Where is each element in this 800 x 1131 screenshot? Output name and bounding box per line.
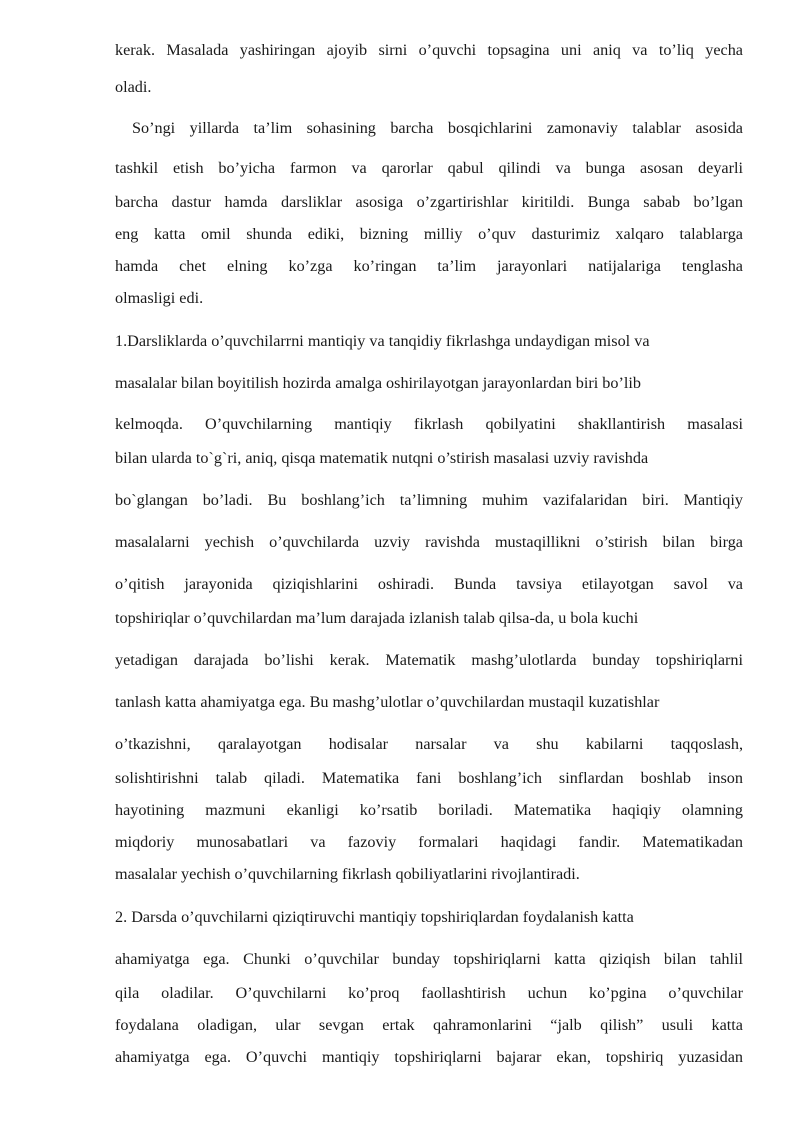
text-line: masalalarni yechish o’quvchilarda uzviy ravishda mustaqillikni o’stirish bilan birga [115,533,743,551]
text-line: ahamiyatga ega. O’quvchi mantiqiy topshiriqlarni bajarar ekan, topshiriq yuzasidan [115,1048,743,1066]
text-line: masalalar bilan boyitilish hozirda amalga oshirilayotgan jarayonlardan biri bo’lib [115,374,641,392]
text-line: bilan ularda to`g`ri, aniq, qisqa matematik nutqni o’stirish masalasi uzviy ravishda [115,449,649,467]
text-line: oladi. [115,78,152,96]
text-line: masalalar yechish o’quvchilarning fikrlash qobiliyatlarini rivojlantiradi. [115,865,580,883]
text-line: yetadigan darajada bo’lishi kerak. Matematik mashg’ulotlarda bunday topshiriqlarni [115,651,743,669]
text-line: miqdoriy munosabatlari va fazoviy formalari haqidagi fandir. Matematikadan [115,833,743,851]
text-line: hayotining mazmuni ekanligi ko’rsatib boriladi. Matematika haqiqiy olamning [115,801,743,819]
text-line: kelmoqda. O’quvchilarning mantiqiy fikrlash qobilyatini shakllantirish masalasi [115,415,743,433]
text-line: So’ngi yillarda ta’lim sohasining barcha bosqichlarini zamonaviy talablar asosida [132,119,743,137]
text-line: eng katta omil shunda ediki, bizning milliy o’quv dasturimiz xalqaro talablarga [115,225,743,243]
text-line: kerak. Masalada yashiringan ajoyib sirni o’quvchi topsagina uni aniq va to’liq yecha [115,41,743,59]
text-line: qila oladilar. O’quvchilarni ko’proq faollashtirish uchun ko’pgina o’quvchilar [115,984,743,1002]
text-line: topshiriqlar o’quvchilardan ma’lum darajada izlanish talab qilsa-da, u bola kuchi [115,609,639,627]
text-line: olmasligi edi. [115,289,204,307]
text-line: tanlash katta ahamiyatga ega. Bu mashg’ulotlar o’quvchilardan mustaqil kuzatishlar [115,693,660,711]
text-line: 2. Darsda o’quvchilarni qiziqtiruvchi mantiqiy topshiriqlardan foydalanish katta [115,908,634,926]
text-line: foydalana oladigan, ular sevgan ertak qahramonlarini “jalb qilish” usuli katta [115,1016,743,1034]
text-line: o’tkazishni, qaralayotgan hodisalar narsalar va shu kabilarni taqqoslash, [115,735,743,753]
text-line: barcha dastur hamda darsliklar asosiga o’zgartirishlar kiritildi. Bunga sabab bo’lgan [115,193,743,211]
text-line: o’qitish jarayonida qiziqishlarini oshiradi. Bunda tavsiya etilayotgan savol va [115,575,743,593]
text-line: ahamiyatga ega. Chunki o’quvchilar bunday topshiriqlarni katta qiziqish bilan tahlil [115,950,743,968]
text-line: tashkil etish bo’yicha farmon va qarorlar qabul qilindi va bunga asosan deyarli [115,159,743,177]
text-line: hamda chet elning ko’zga ko’ringan ta’lim jarayonlari natijalariga tenglasha [115,257,743,275]
text-line: bo`glangan bo’ladi. Bu boshlang’ich ta’limning muhim vazifalaridan biri. Mantiqiy [115,491,743,509]
text-line: solishtirishni talab qiladi. Matematika fani boshlang’ich sinflardan boshlab inson [115,769,743,787]
text-line: 1.Darsliklarda o’quvchilarrni mantiqiy va tanqidiy fikrlashga undaydigan misol va [115,332,650,350]
